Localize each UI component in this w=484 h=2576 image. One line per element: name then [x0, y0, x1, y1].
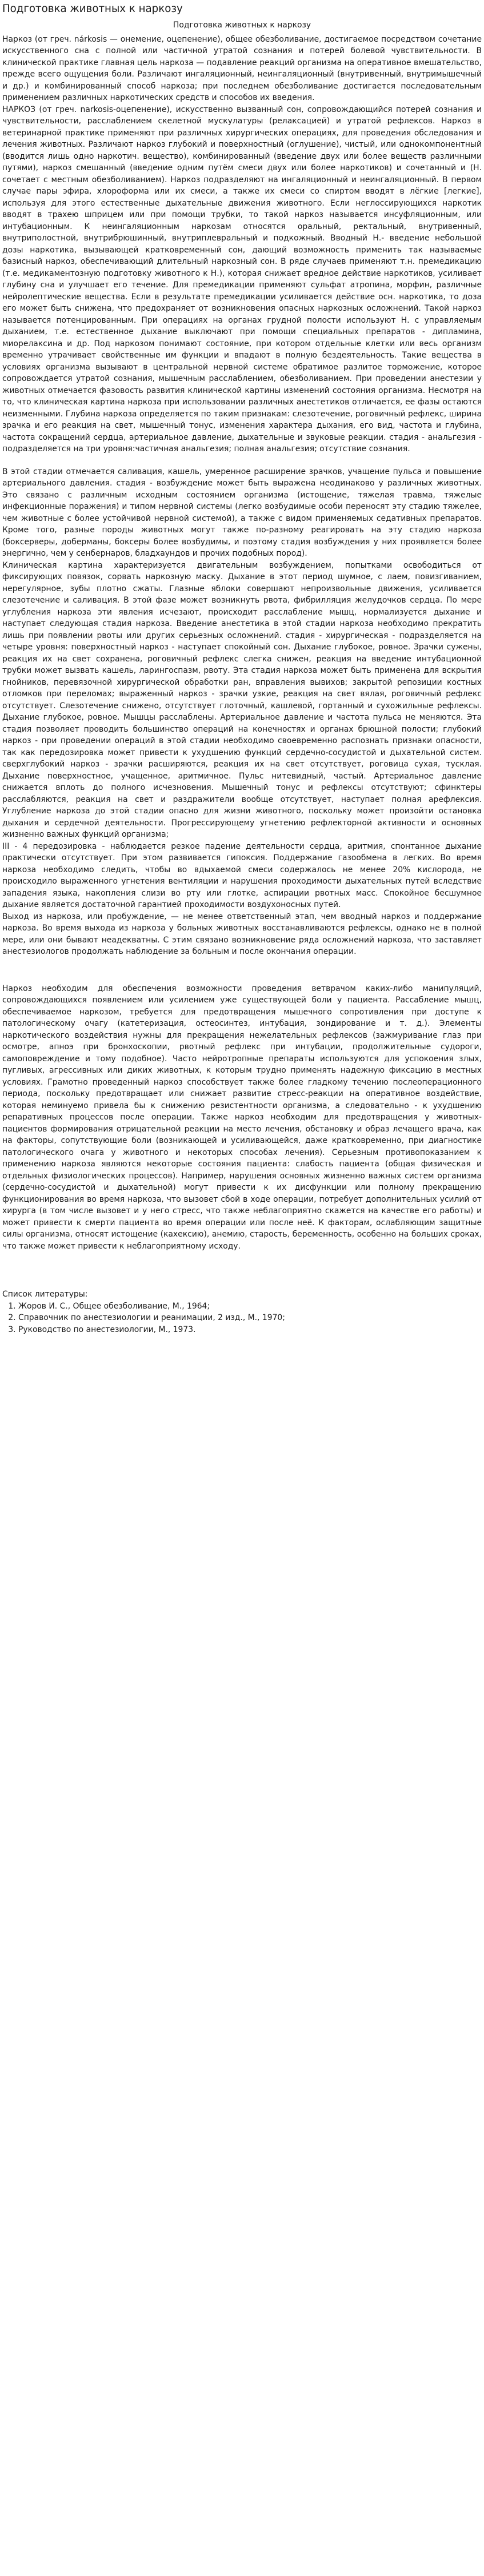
references: [2, 1289, 482, 1335]
references-title: Список литературы:: [2, 1290, 88, 1299]
article: [2, 19, 482, 1252]
article-subtitle: Подготовка животных к наркозу: [173, 21, 311, 30]
references-list: [2, 1301, 482, 1336]
reference-item: 3. Руководство по анестезиологии, М., 1973.: [18, 1324, 482, 1336]
article-paragraph-2: НАРКОЗ (от греч. narkosis-оцепенение), искусственно вызванный сон, сопровождающийся потерей сознания и чувствительности, расслаблением скелетной мускулатуры (релаксацией) и утратой рефлексов. Наркоз в ветеринарной практике применяют при различных хирургических операциях, для проведения обследования и лечения животных. Различают наркоз глубокий и поверхностный (оглушение), чистый, или однокомпонентный (вводится лишь одно наркотич. вещество), комбинированный (введение двух или более веществ различными путями), наркоз смешанный (введение одним путём смеси двух или более наркотиков) и сочетанный и (Н. сочетает с местным обезболиванием). Наркоз подразделяют на ингаляционный и неингаляционный. В первом случае пары эфира, хлороформа или их смеси, а также их смеси со спиртом вводят в лёгкие [легкие], используя для этого естественные дыхательные движения животного. Если неглоссирующихся наркотик вводят в трахею шприцем или при помощи трубки, то такой наркоз называется инсуфляционным, или интубационным. К неингаляционным наркозам относятся оральный, ректальный, внутривенный, внутриполостной, внутрибрюшинный, внутриплевральный и подкожный. Вводный Н.- введение небольшой дозы наркотика, вызывающей кратковременный сон, дающий возможность применить так называемые базисный наркоз, обеспечивающий длительный наркозный сон. В ряде случаев применяют т.н. премедикацию (т.е. медикаментозную подготовку животного к Н.), которая снижает вредное действие наркотиков, усиливает глубину сна и улучшает его течение. Для премедикации применяют сульфат атропина, морфин, различные нейролептические вещества. Если в результате премедикации усиливается действие осн. наркотика, то доза его может быть снижена, что предохраняет от возникновения опасных наркозных осложнений. Такой наркоз называется потенцированным. При операциях на органах грудной полости используют Н. с управляемым дыханием, т.е. естественное дыхание выключают при помощи специальных препаратов - дипламина, миорелаксина и др. Под наркозом понимают состояние, при котором отдельные клетки или весь организм временно утрачивает свойственные им функции и впадают в полную бездеятельность. Такие вещества в условиях организма вызывают в центральной нервной системе обратимое разлитое торможение, которое сопровождается утратой сознания, мышечным расслаблением, обезболиванием. При проведении анестезии у животных отмечается фазовость развития клинической картины изменений состояния организма. Несмотря на то, что клиническая картина наркоза при использовании различных анестетиков отличается, ее фазы остаются неизменными. Глубина наркоза определяется по таким признакам: слезотечение, роговичный рефлекс, ширина зрачка и его реакция на свет, мышечный тонус, изменения характера дыхания, его вид, частота и глубина, частота сокращений сердца, артериальное давление, дыхательные и звуковые реакции. стадия - анальгезия - подразделяется на три уровня:частичная анальгезия; полная анальгезия; отсутствие сознания.: [2, 105, 482, 454]
article-paragraph-5: III - 4 передозировка - наблюдается резкое падение деятельности сердца, аритмия, спонтанное дыхание практически отсутствует. При этом развивается гипоксия. Поддержание газообмена в легких. Во время наркоза необходимо следить, чтобы во вдыхаемой смеси содержалось не менее 20% кислорода, не происходило выраженного угнетения вентиляции и нарушения проходимости дыхательных путей вследствие западения языка, накопления слизи во рту или глотке, аспирации рвотных масс. Спокойное бесшумное дыхание является достаточной гарантией проходимости воздухоносных путей.: [2, 841, 482, 909]
article-paragraph-7: Наркоз необходим для обеспечения возможности проведения ветврачом каких-либо манипуляций, сопровождающихся появлением или усилением уже существующей боли у пациента. Рассабление мышц, обеспечиваемое наркозом, требуется для предотвращения мышечного сопротивления при доступе к патологическому очагу (катетеризация, остеосинтез, интубация, зондирование и т. д.). Элементы наркотического воздействия нужны для прекращения нежелательных рефлексов (зажмуривание глаз при осмотре, апноэ при бронхоскопии, рвотный рефлекс при интубации, продолжительные судороги, самоповреждение и тому подобное). Часто нейротропные препараты используются для успокоения злых, пугливых, агрессивных или диких животных, к которым трудно применять надежную фиксацию в местных условиях. Грамотно проведенный наркоз способствует также более гладкому течению послеоперационного периода, поскольку предотвращает или снижает развитие стресс-реакции на оперативное воздействие, которая неминуемо привела бы к снижению резистентности организма, а следовательно - к ухудшению репаративных процессов после операции. Также наркоз необходим для предотвращения у животных-пациентов формирования отрицательной реакции на место лечения, обстановку и образ лечащего врача, как на факторы, сопутствующие боли (возникающей и усиливающейся, даже кратковременно, при диагностике патологического очага у животного и некоторых способах лечения). Серьезным противопоказанием к применению наркоза являются некоторые состояния пациента: слабость пациента (общая физическая и отдельных физиологических процессов). Например, нарушения основных жизненно важных систем организма (сердечно-сосудистой и дыхательной) могут привести к их дисфункции или полному прекращению функционирования во время наркоза, что вызовет сбой в ходе операции, потребует дополнительных усилий от хирурга (в том числе вызовет и у него стресс, что также неблагоприятно скажется на качестве его работы) и может привести к смерти пациента во время операции или после неё. К факторам, ослабляющим защитные силы организма, относят истощение (кахексию), анемию, старость, беременность, особенно на больших сроках, что также может привести к неблагоприятному исходу.: [2, 984, 482, 1251]
article-paragraph-6: Выход из наркоза, или пробуждение, — не менее ответственный этап, чем вводный наркоз и поддержание наркоза. Во время выхода из наркоза у больных животных восстанавливаются рефлексы, однако не в полной мере, или они бывают неадекватны. С этим связано возникновение ряда осложнений наркоза, что заставляет анестезиологов продолжать наблюдение за больным и после окончания операции.: [2, 912, 482, 956]
article-paragraph-1: Наркоз (от греч. nárkosis — онемение, оцепенение), общее обезболивание, достигаемое посредством сочетание искусственного сна с полной или частичной утратой сознания и потерей болевой чувствительности. В клинической практике главная цель наркоза — подавление реакций организма на оперативное вмешательство, прежде всего ощущения боли. Различают ингаляционный, неингаляционный (внутривенный, внутримышечный и др.) и комбинированный способ наркоза; при последнем обезболивание достигается последовательным применением различных наркотических средств и способов их введения.: [2, 34, 482, 102]
article-paragraph-3: В этой стадии отмечается саливация, кашель, умеренное расширение зрачков, учащение пульса и повышение артериального давления. стадия - возбуждение может быть выражена неодинаково у различных животных. Это связано с различным исходным состоянием организма (истощение, тяжелая травма, тяжелые инфекционные поражения) и типом нервной системы (легко возбудимые особи переносят эту стадию тяжелее, чем животные с более устойчивой нервной системой), а также с видом применяемых седативных препаратов. Кроме того, разные породы животных могут также по-разному реагировать на эту стадию наркоза (боксерверы, доберманы, боксеры более возбудимы, и поэтому стадия возбуждения у них проявляется более энергично, чем у сенбернаров, бладхаундов и прочих подобных пород).: [2, 467, 482, 558]
article-paragraph-4: Клиническая картина характеризуется двигательным возбуждением, попытками освободиться от фиксирующих повязок, сорвать наркозную маску. Дыхание в этот период шумное, с лаем, повизгиванием, нерегулярное, зубы плотно сжаты. Глазные яблоки совершают непроизвольные движения, усиливается слезотечение и саливация. В этой фазе может возникнуть рвота, фибрилляция желудочков сердца. По мере углубления наркоза эти явления исчезают, происходит расслабление мышц, нормализуется дыхание и наступает следующая стадия наркоза. Введение анестетика в этой стадии наркоза необходимо прекратить лишь при появлении рвоты или других серьезных осложнений. стадия - хирургическая - подразделяется на четыре уровня: поверхностный наркоз - наступает спокойный сон. Дыхание глубокое, ровное. Зрачки сужены, реакция их на свет сохранена, роговичный рефлекс слегка снижен, реакция на введение интубационной трубки может вызвать кашель, ларингоспазм, рвоту. Эта стадия наркоза может быть применена для вскрытия гнойников, перевязочной хирургической обработки ран, вправления вывихов; закрытой репозиции костных отломков при переломах; выраженный наркоз - зрачки узкие, реакция на свет вялая, роговичный рефлекс отсутствует. Слезотечение снижено, отсутствует глоточный, кашлевой, гортанный и сухожильные рефлексы. Дыхание глубокое, ровное. Мышцы расслаблены. Артериальное давление и частота пульса не меняются. Эта стадия позволяет проводить большинство операций на конечностях и органах брюшной полости; глубокий наркоз - при проведении операций в этой стадии необходимо своевременно распознать признаки опасности, так как передозировка может привести к ухудшению функций сердечно-сосудистой и дыхательной систем. сверхглубокий наркоз - зрачки расширяются, реакция их на свет отсутствует, роговица сухая, тусклая. Дыхание поверхностное, учащенное, аритмичное. Пульс нитевидный, частый. Артериальное давление снижается вплоть до полного исчезновения. Мышечный тонус и рефлексы отсутствуют; сфинктеры расслабляются, реакция на свет и раздражители вообще отсутствует, наступает полная арефлексия. Углубление наркоза до этой стадии опасно для жизни животного, поскольку может произойти остановка дыхания и сердечной деятельности. Прогрессирующему угнетению рефлекторной активности и основных жизненно важных функций организма;: [2, 560, 482, 839]
reference-item: 2. Справочник по анестезиологии и реанимации, 2 изд., М., 1970;: [18, 1312, 482, 1324]
page-title: Подготовка животных к наркозу: [2, 3, 183, 15]
reference-item: 1. Жоров И. С., Общее обезболивание, М., 1964;: [18, 1301, 482, 1313]
